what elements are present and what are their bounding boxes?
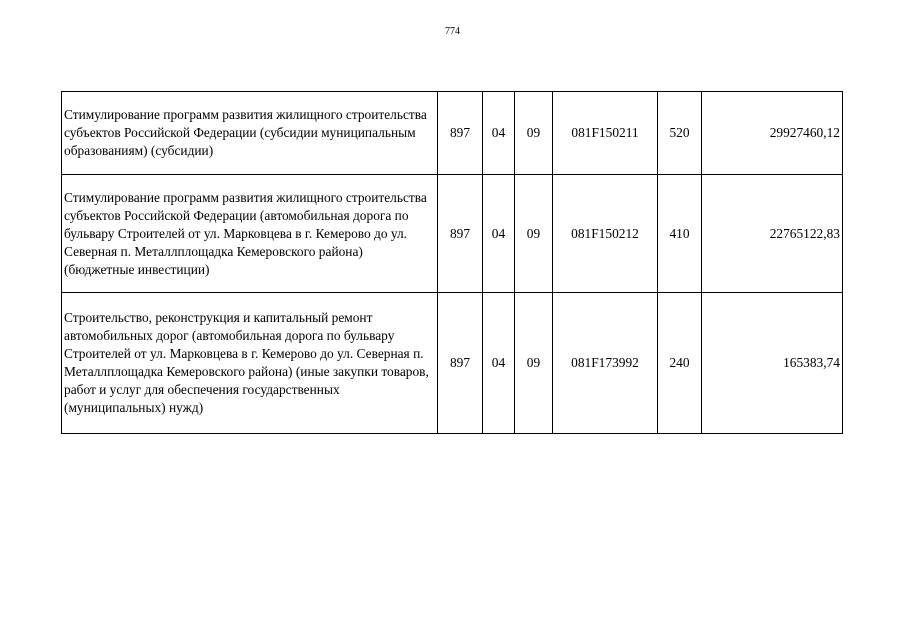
expense-name-cell: Строительство, реконструкция и капитальный ремонт автомобильных дорог (автомобильная дорога по бульвару Строителей от ул. Марковцева в г. Кемерово до ул. Северная п. Металлплощадка Кемеровского района) (иные закупки товаров, работ и услуг для обеспечения государственных (муниципальных) нужд) (62, 293, 438, 434)
page-number: 774 (445, 26, 460, 37)
expense-type-cell: 240 (658, 293, 702, 434)
subsection-code-cell: 09 (515, 92, 553, 175)
section-code-cell: 04 (483, 92, 515, 175)
expense-name-cell: Стимулирование программ развития жилищного строительства субъектов Российской Федерации (автомобильная дорога по бульвару Строителей от ул. Марковцева в г. Кемерово до ул. Северная п. Металлплощадка Кемеровского района) (бюджетные инвестиции) (62, 175, 438, 293)
table-row (62, 92, 843, 175)
expense-type-cell: 410 (658, 175, 702, 293)
section-code-cell: 04 (483, 293, 515, 434)
expense-name-cell: Стимулирование программ развития жилищного строительства субъектов Российской Федерации (субсидии муниципальным образованиям) (субсидии) (62, 92, 438, 175)
ministry-code-cell: 897 (438, 293, 483, 434)
ministry-code-cell: 897 (438, 175, 483, 293)
table-row (62, 293, 843, 434)
section-code-cell: 04 (483, 175, 515, 293)
amount-cell: 165383,74 (702, 293, 843, 434)
subsection-code-cell: 09 (515, 175, 553, 293)
table-row (62, 175, 843, 293)
target-article-cell: 081F150211 (553, 92, 658, 175)
amount-cell: 29927460,12 (702, 92, 843, 175)
amount-cell: 22765122,83 (702, 175, 843, 293)
target-article-cell: 081F150212 (553, 175, 658, 293)
budget-table (61, 91, 843, 434)
ministry-code-cell: 897 (438, 92, 483, 175)
subsection-code-cell: 09 (515, 293, 553, 434)
target-article-cell: 081F173992 (553, 293, 658, 434)
expense-type-cell: 520 (658, 92, 702, 175)
